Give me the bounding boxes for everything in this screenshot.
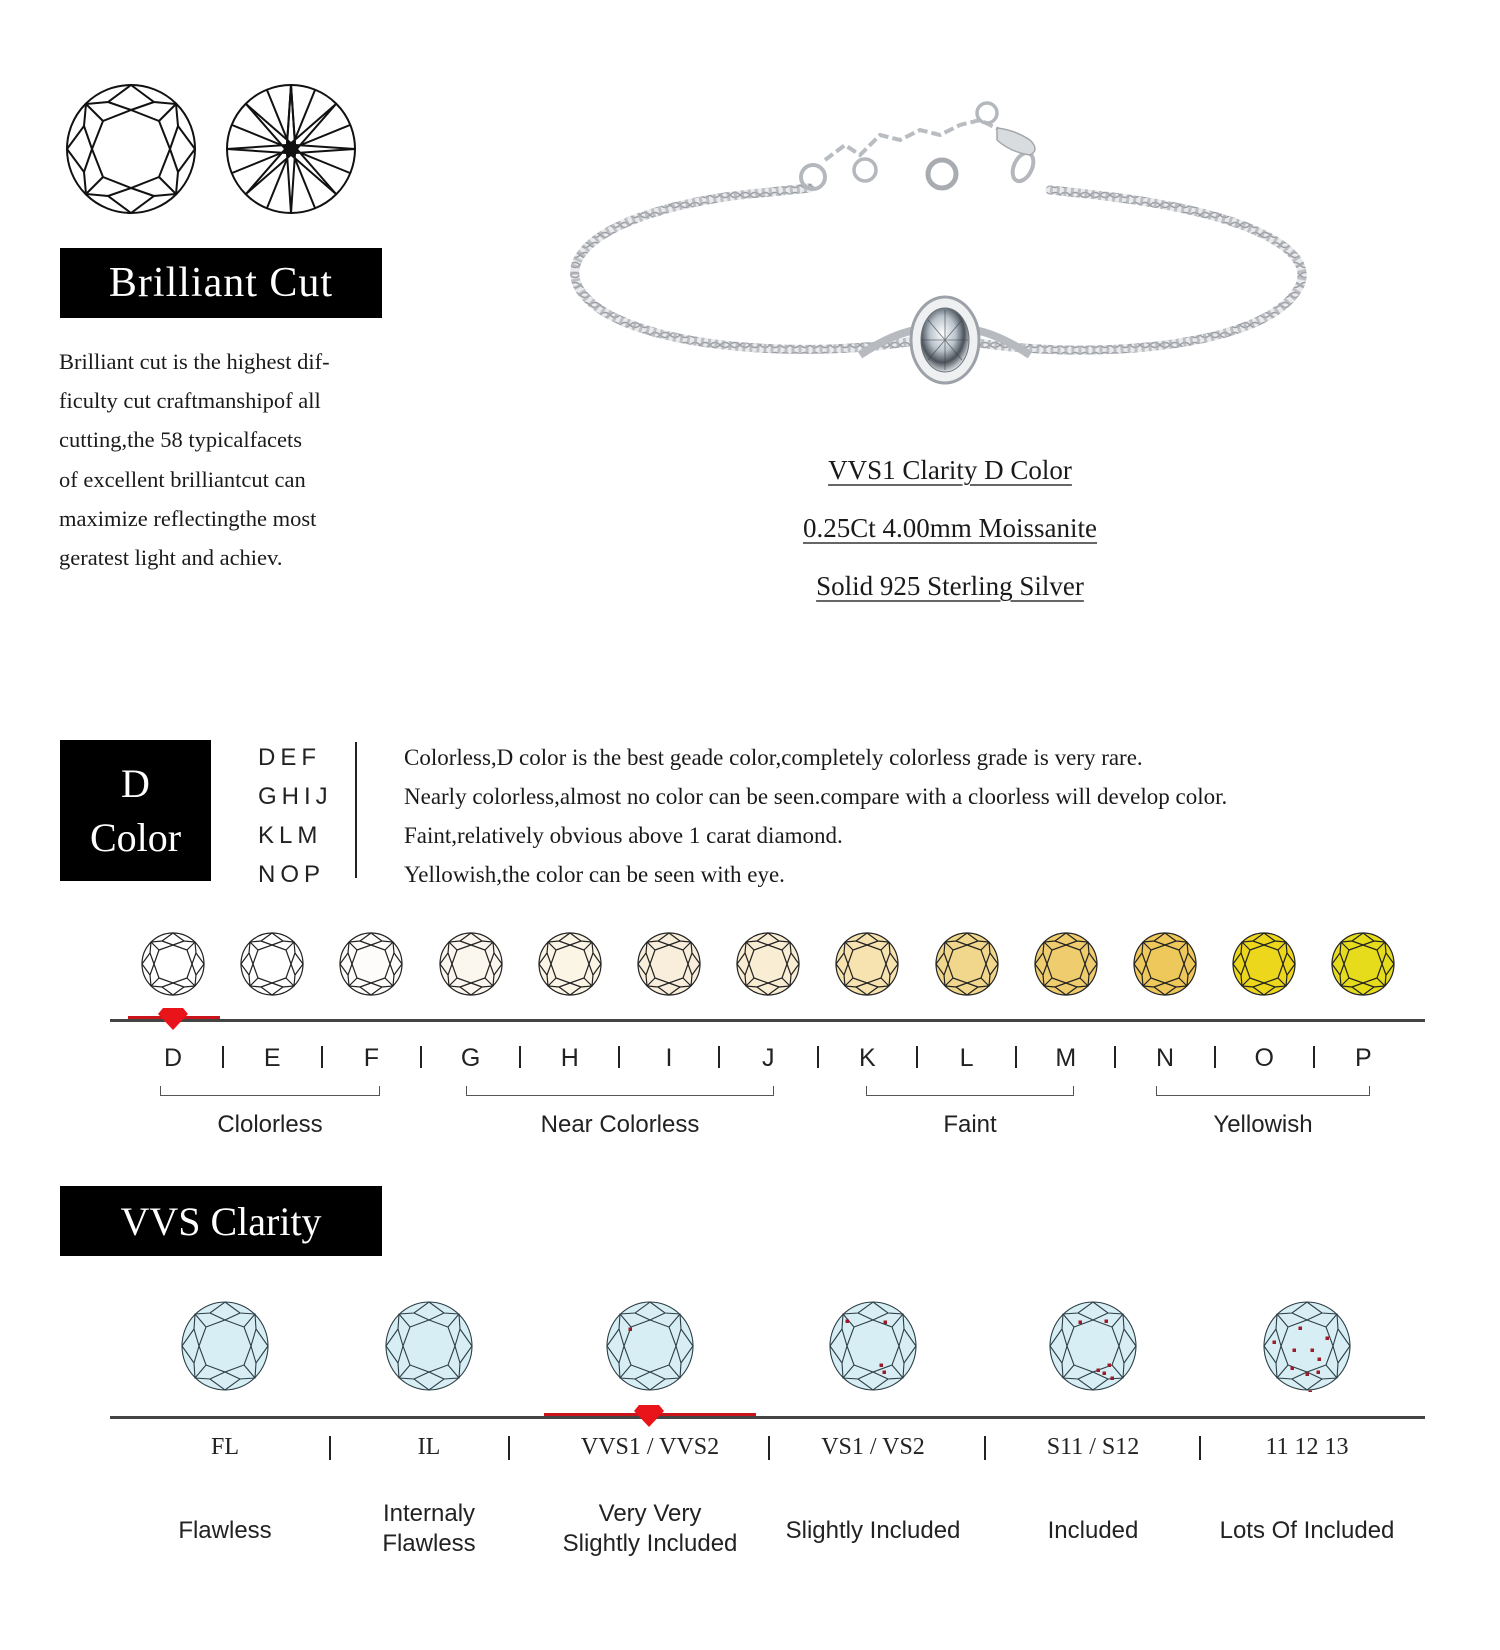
brilliant-cut-crown-icon [64, 82, 198, 216]
bracket-near-colorless [466, 1086, 774, 1096]
group-label-colorless: Clolorless [217, 1111, 323, 1138]
description-line: geratest light and achiev. [59, 545, 283, 571]
clarity-name-line: Slightly Included [562, 1530, 738, 1557]
clarity-name [763, 1516, 983, 1546]
color-gem-m-icon [1033, 931, 1099, 997]
color-scale-axis [110, 1019, 1425, 1022]
grade-letters: NOP [258, 861, 326, 888]
scale-separator [1015, 1046, 1017, 1068]
grade-letters: KLM [258, 822, 323, 849]
bracket-colorless [160, 1086, 380, 1096]
color-grade-g: G [460, 1044, 481, 1072]
spec-text: 0.25Ct 4.00mm Moissanite [802, 513, 1097, 543]
scale-separator [1199, 1436, 1201, 1460]
description-line: cutting,the 58 typicalfacets [59, 427, 303, 453]
color-gem-o-icon [1231, 931, 1297, 997]
clarity-code: S11 / S12 [1046, 1434, 1140, 1460]
color-gem-i-icon [636, 931, 702, 997]
clarity-name [115, 1516, 335, 1546]
clarity-name-line: Slightly Included [785, 1517, 961, 1544]
color-gem-g-icon [438, 931, 504, 997]
color-grade-d: D [163, 1044, 183, 1072]
scale-separator [817, 1046, 819, 1068]
group-label-near-colorless: Near Colorless [540, 1111, 700, 1138]
color-gem-e-icon [239, 931, 305, 997]
clarity-gem-6-icon [1262, 1300, 1352, 1392]
clarity-gem-1-icon [180, 1300, 270, 1392]
color-grade-j: J [761, 1044, 775, 1072]
d-color-letter: D [121, 760, 150, 806]
color-gem-k-icon [834, 931, 900, 997]
color-gem-j-icon [735, 931, 801, 997]
description-line: maximize reflectingthe most [59, 505, 317, 531]
color-grade-m: M [1055, 1044, 1077, 1072]
spec-text: Solid 925 Sterling Silver [816, 571, 1084, 601]
grade-description: Faint,relatively obvious above 1 carat diamond. [404, 823, 843, 848]
scale-separator [618, 1046, 620, 1068]
brilliant-cut-description [59, 342, 389, 577]
d-color-banner [60, 740, 211, 881]
vvs-clarity-title: VVS Clarity [120, 1198, 322, 1244]
color-grade-i: I [665, 1044, 673, 1072]
color-gem-n-icon [1132, 931, 1198, 997]
clarity-name [1197, 1516, 1417, 1546]
spec-text: VVS1 Clarity D Color [828, 455, 1072, 485]
color-grade-h: H [560, 1044, 579, 1072]
clarity-code: VVS1 / VVS2 [580, 1434, 720, 1460]
color-gem-p-icon [1330, 931, 1396, 997]
spec-clarity-color [640, 455, 1260, 486]
scale-separator [984, 1436, 986, 1460]
color-gem-f-icon [338, 931, 404, 997]
clarity-gem-4-icon [828, 1300, 918, 1392]
bracket-faint [866, 1086, 1074, 1096]
description-line: ficulty cut craftmanshipof all [59, 388, 321, 414]
clarity-name [983, 1516, 1203, 1546]
divider [355, 742, 357, 878]
scale-separator [1114, 1046, 1116, 1068]
spec-size-material [640, 513, 1260, 544]
scale-separator [1214, 1046, 1216, 1068]
clarity-name-line: Flawless [178, 1517, 272, 1544]
grade-letters: DEF [258, 744, 321, 771]
color-grade-e: E [263, 1044, 281, 1072]
clarity-code: VS1 / VS2 [821, 1434, 925, 1460]
clarity-code: FL [210, 1434, 239, 1460]
color-grade-f: F [363, 1044, 380, 1072]
group-label-yellowish: Yellowish [1213, 1111, 1313, 1138]
color-grade-letters [258, 738, 333, 894]
selected-color-marker-gem-icon [158, 1008, 188, 1030]
scale-separator [222, 1046, 224, 1068]
scale-separator [519, 1046, 521, 1068]
d-color-word: Color [89, 814, 182, 860]
clarity-name-line: Very Very [598, 1500, 702, 1527]
brilliant-cut-title: Brilliant Cut [108, 260, 334, 306]
spec-metal [640, 571, 1260, 602]
grade-letters: GHIJ [258, 783, 333, 810]
description-line: of excellent brilliantcut can [59, 466, 306, 492]
color-grade-o: O [1254, 1044, 1274, 1072]
grade-description: Nearly colorless,almost no color can be seen.compare with a cloorless will develop color. [404, 784, 1228, 809]
color-grade-descriptions [404, 738, 1227, 894]
grade-description: Colorless,D color is the best geade color,completely colorless grade is very rare. [404, 745, 1143, 770]
clarity-name [319, 1499, 539, 1559]
clarity-name [540, 1499, 760, 1559]
product-image-bracelet [560, 100, 1320, 430]
vvs-clarity-banner [60, 1186, 382, 1256]
clarity-scale-axis [110, 1416, 1425, 1419]
color-grade-n: N [1155, 1044, 1175, 1072]
clarity-name-line: Internaly [382, 1500, 476, 1527]
scale-separator [916, 1046, 918, 1068]
scale-separator [329, 1436, 331, 1460]
scale-separator [508, 1436, 510, 1460]
clarity-name-line: Flawless [382, 1530, 476, 1557]
clarity-name-line: Included [1047, 1517, 1139, 1544]
scale-separator [718, 1046, 720, 1068]
color-grade-p: P [1355, 1044, 1372, 1072]
scale-separator [420, 1046, 422, 1068]
color-gem-h-icon [537, 931, 603, 997]
selected-clarity-marker-gem-icon [634, 1405, 664, 1427]
group-label-faint: Faint [943, 1111, 997, 1138]
color-gem-l-icon [934, 931, 1000, 997]
clarity-name-line: Lots Of Included [1219, 1517, 1395, 1544]
brilliant-cut-pavilion-icon [224, 82, 358, 216]
clarity-code: 11 12 13 [1265, 1434, 1349, 1460]
grade-description: Yellowish,the color can be seen with eye. [404, 862, 785, 887]
scale-separator [1313, 1046, 1315, 1068]
color-grade-k: K [859, 1044, 876, 1072]
clarity-gem-2-icon [384, 1300, 474, 1392]
clarity-code: IL [417, 1434, 441, 1460]
clarity-gem-3-icon [605, 1300, 695, 1392]
bracket-yellowish [1156, 1086, 1370, 1096]
description-line: Brilliant cut is the highest dif- [59, 349, 330, 374]
brilliant-cut-banner [60, 248, 382, 318]
clarity-gem-5-icon [1048, 1300, 1138, 1392]
color-gem-d-icon [140, 931, 206, 997]
scale-separator [321, 1046, 323, 1068]
scale-separator [768, 1436, 770, 1460]
color-grade-l: L [959, 1044, 974, 1072]
